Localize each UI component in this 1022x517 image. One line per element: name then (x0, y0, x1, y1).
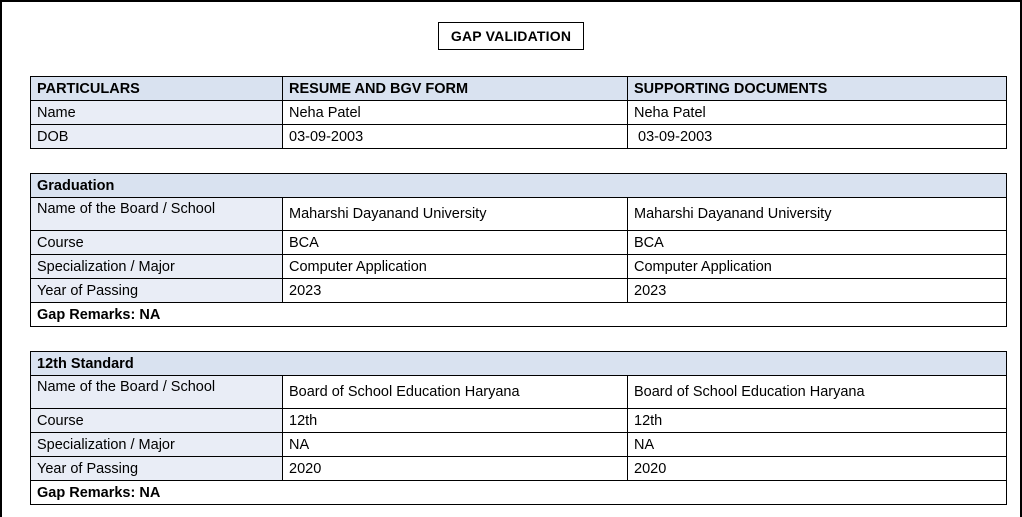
table-header-row (31, 77, 1007, 101)
table-row-year-of-passing (31, 279, 1007, 303)
supporting-value-cell: 03-09-2003 (628, 125, 1007, 149)
table-row-board-school (31, 198, 1007, 231)
row-label-cell: Year of Passing (31, 457, 283, 481)
row-label-cell: Name (31, 101, 283, 125)
resume-value-cell: 03-09-2003 (283, 125, 628, 149)
resume-value-cell: BCA (283, 231, 628, 255)
resume-value-cell: Maharshi Dayanand University (283, 198, 628, 231)
table-row-specialization (31, 255, 1007, 279)
supporting-value-cell: NA (628, 433, 1007, 457)
supporting-value-cell: 2020 (628, 457, 1007, 481)
resume-value-cell: Neha Patel (283, 101, 628, 125)
row-label-cell: Course (31, 231, 283, 255)
column-header-supporting-docs: SUPPORTING DOCUMENTS (628, 77, 1007, 101)
table-row-course (31, 409, 1007, 433)
graduation-table (30, 173, 1007, 327)
section-header-row (31, 174, 1007, 198)
row-label-cell: Name of the Board / School (31, 198, 283, 231)
supporting-value-cell: 12th (628, 409, 1007, 433)
supporting-value-cell: Board of School Education Haryana (628, 376, 1007, 409)
row-label-cell: Specialization / Major (31, 433, 283, 457)
resume-value-cell: 2020 (283, 457, 628, 481)
gap-remarks-row (31, 303, 1007, 327)
table-row-year-of-passing (31, 457, 1007, 481)
resume-value-cell: NA (283, 433, 628, 457)
row-label-cell: Specialization / Major (31, 255, 283, 279)
table-row-dob (31, 125, 1007, 149)
supporting-value-cell: Maharshi Dayanand University (628, 198, 1007, 231)
supporting-value-cell: Neha Patel (628, 101, 1007, 125)
column-header-particulars: PARTICULARS (31, 77, 283, 101)
document-title-text: GAP VALIDATION (450, 28, 572, 44)
table-row-name (31, 101, 1007, 125)
row-label-cell: Course (31, 409, 283, 433)
resume-value-cell: Computer Application (283, 255, 628, 279)
resume-value-cell: 2023 (283, 279, 628, 303)
twelfth-standard-table (30, 351, 1007, 505)
row-label-cell: Year of Passing (31, 279, 283, 303)
table-row-course (31, 231, 1007, 255)
column-header-resume-bgv: RESUME AND BGV FORM (283, 77, 628, 101)
supporting-value-cell: 2023 (628, 279, 1007, 303)
section-title-graduation: Graduation (31, 174, 1007, 198)
supporting-value-cell: Computer Application (628, 255, 1007, 279)
document-title (438, 22, 584, 50)
section-title-12th-standard: 12th Standard (31, 352, 1007, 376)
gap-remarks-text: Gap Remarks: NA (31, 481, 1007, 505)
table-row-board-school (31, 376, 1007, 409)
section-header-row (31, 352, 1007, 376)
supporting-value-cell: BCA (628, 231, 1007, 255)
resume-value-cell: 12th (283, 409, 628, 433)
row-label-cell: DOB (31, 125, 283, 149)
table-row-specialization (31, 433, 1007, 457)
gap-remarks-text: Gap Remarks: NA (31, 303, 1007, 327)
row-label-cell: Name of the Board / School (31, 376, 283, 409)
personal-info-table (30, 76, 1007, 149)
resume-value-cell: Board of School Education Haryana (283, 376, 628, 409)
gap-remarks-row (31, 481, 1007, 505)
